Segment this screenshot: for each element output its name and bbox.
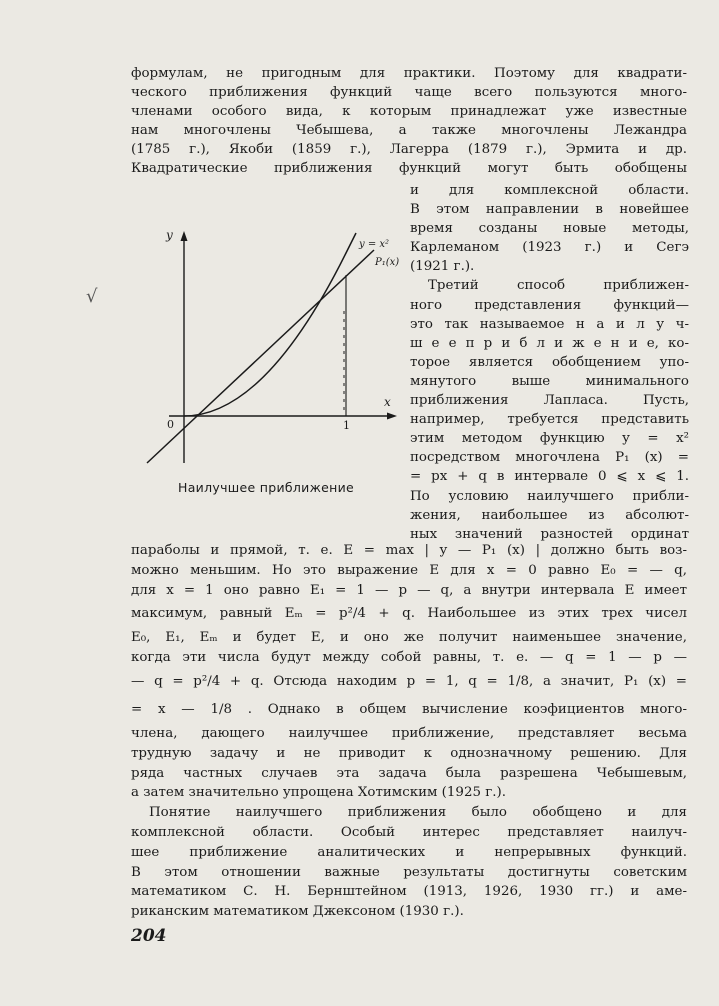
text-line: Квадратические приближения функций могут быть обобщены [131,161,687,177]
text-line: члена, дающего наилучшее приближение, представляет весьма [131,725,687,741]
origin-label: 0 [167,418,174,431]
text-line: время созданы новые методы, [410,221,689,237]
line-label: P₁(x) [375,257,400,268]
text-line: комплексной области. Особый интерес представляет наилуч- [131,824,687,840]
text-line: жения, наибольшее из абсолют- [410,507,689,523]
text-line: математиком С. Н. Бернштейном (1913, 1926, 1930 гг.) и аме- [131,884,687,900]
text-line: = x — 1/8 . Однако в общем вычисление коэфициентов много- [131,701,687,717]
right-column-text [410,181,689,544]
text-line: мянутого выше минимального [410,373,689,389]
page-number: 204 [131,926,167,946]
text-line: членами особого вида, к которым принадлежат уже известные [131,104,687,120]
parabola-curve [184,233,356,416]
text-line: этим методом функцию y = x² [410,431,689,447]
text-line: для x = 1 оно равно E₁ = 1 — p — q, а внутри интервала E имеет [131,582,687,598]
text-line: и для комплексной области. [410,183,689,198]
text-line: = px + q в интервале 0 ⩽ x ⩽ 1. [410,469,689,485]
text-line: — q = p²/4 + q. Отсюда находим p = 1, q = 1/8, а значит, P₁ (x) = [131,673,687,689]
text-line: ного представления функций— [410,297,689,313]
text-line: а затем значительно упрощена Хотимским (1925 г.). [131,785,506,801]
text-line: ных значений разностей ординат [410,526,689,542]
paragraph-bottom [131,541,687,922]
text-line: Карлеманом (1923 г.) и Сегэ [410,240,689,256]
text-line: В этом направлении в новейшее [410,202,689,218]
text-line: ческого приближения функций чаще всего пользуются много- [131,85,687,101]
text-line: трудную задачу и не приводит к однозначному решению. Для [131,745,687,761]
text-line: В этом отношении важные результаты достигнуты советским [131,864,687,880]
one-label: 1 [343,419,350,432]
text-line: Понятие наилучшего приближения было обобщено и для [149,805,687,821]
paragraph-top [131,64,687,179]
text-line: например, требуется представить [410,412,689,428]
text-line: ш е е п р и б л и ж е н и е, ко- [410,335,689,351]
figure-caption: Наилучшее приближение [178,480,355,495]
figure-drawing [131,223,401,473]
text-line: риканским математиком Джексоном (1930 г.). [131,904,464,920]
text-line: когда эти числа будут между собой равны, т. е. — q = 1 — p — [131,650,687,666]
text-line: можно меньшим. Но это выражение E для x = 0 равно E₀ = — q, [131,562,687,578]
approximation-figure [131,223,401,473]
text-line: E₀, E₁, Eₘ и будет E, и оно же получит наименьшее значение, [131,630,687,646]
text-line: нам многочлены Чебышева, а также многочлены Лежандра [131,123,687,139]
text-line: максимум, равный Eₘ = p²/4 + q. Наибольшее из этих трех чисел [131,606,687,622]
text-line: шее приближение аналитических и непрерывных функций. [131,844,687,860]
text-line: формулам, не пригодным для практики. Поэтому для квадрати- [131,66,687,81]
text-line: Третий способ приближен- [428,278,689,294]
x-axis-label: x [384,395,391,409]
text-line: торое является обобщением упо- [410,354,689,370]
text-line: параболы и прямой, т. е. E = max | y — P₁ (x) | должно быть воз- [131,543,687,558]
x-axis-arrow-icon [387,413,397,420]
text-line: это так называемое н а и л у ч- [410,316,689,332]
approximation-line [147,250,374,463]
margin-check-mark: √ [86,286,98,307]
text-line: посредством многочлена P₁ (x) = [410,450,689,466]
text-line: приближения Лапласа. Пусть, [410,393,689,409]
parabola-label: y = x² [359,239,390,250]
text-line: ряда частных случаев эта задача была разрешена Чебышевым, [131,765,687,781]
text-line: (1921 г.). [410,259,475,275]
text-line: По условию наилучшего прибли- [410,488,689,504]
y-axis-label: y [166,228,173,242]
y-axis-arrow-icon [181,231,188,241]
text-line: (1785 г.), Якоби (1859 г.), Лагерра (1879 г.), Эрмита и др. [131,142,687,158]
